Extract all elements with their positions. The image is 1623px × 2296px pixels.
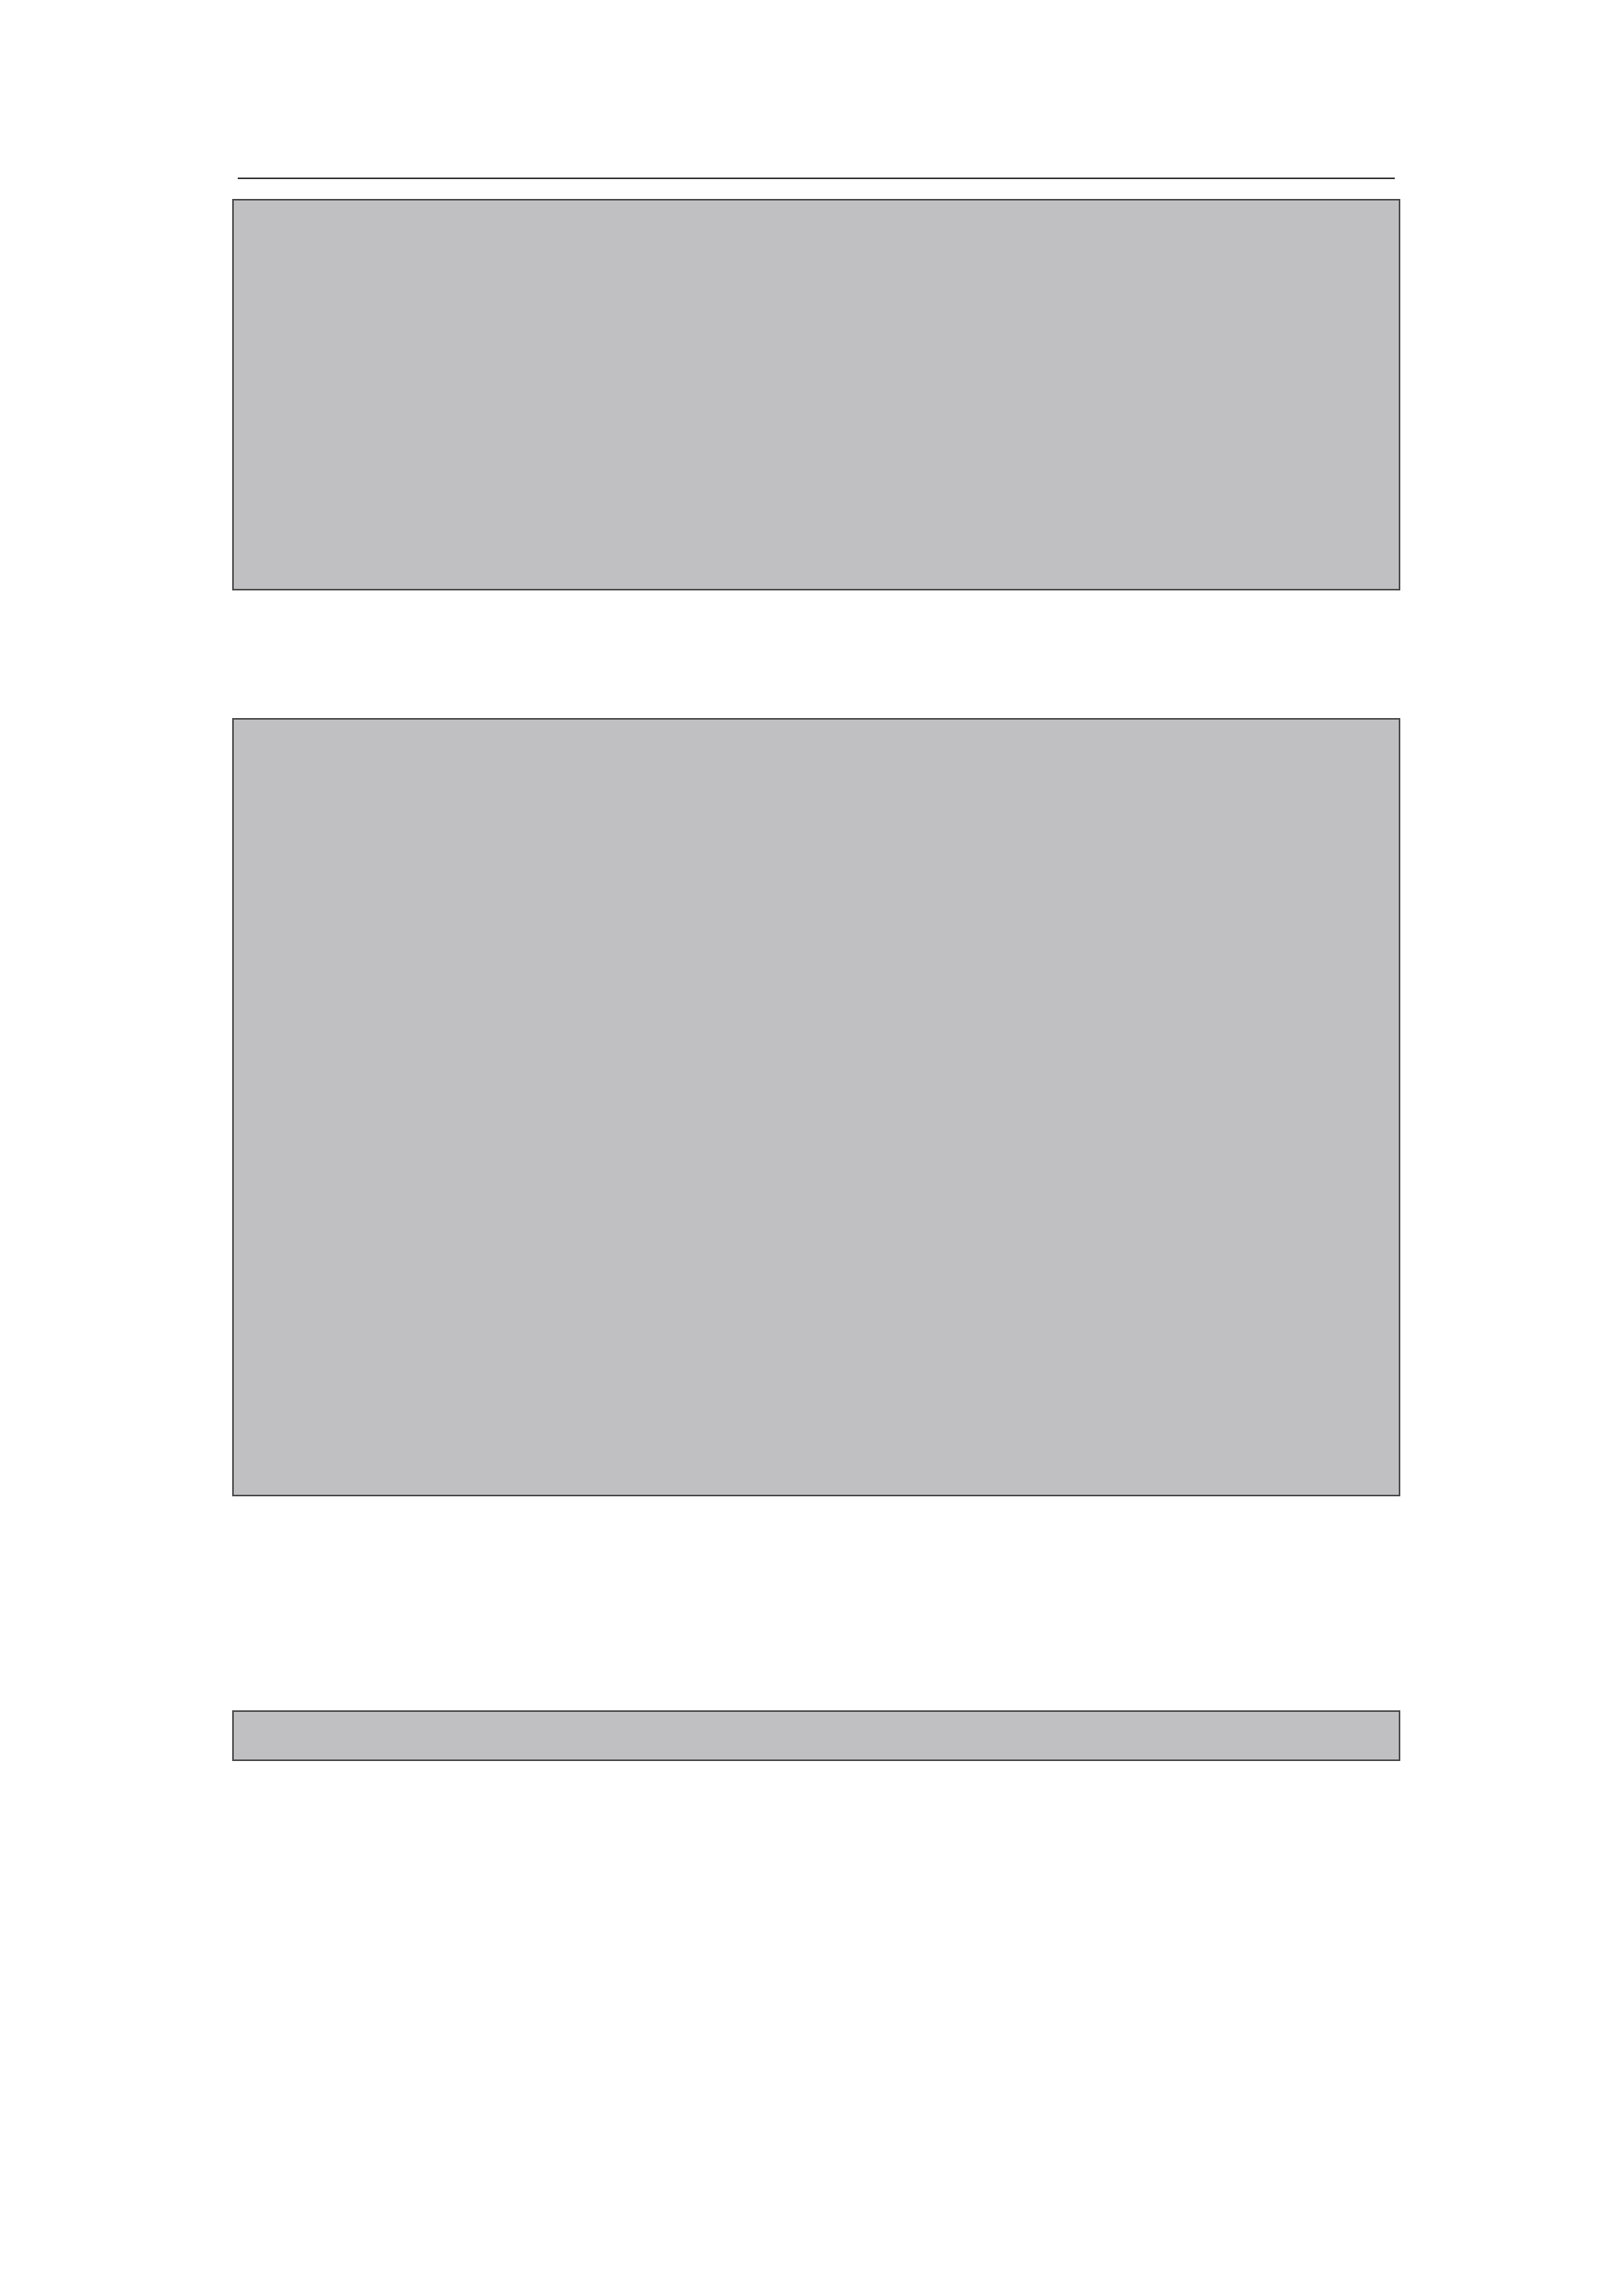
code-block-node2-ha-cf: [232, 718, 1400, 1496]
code-block-node1-config-tail: [232, 199, 1400, 590]
dbabc-logo: [247, 113, 548, 168]
code-block-haresources: [232, 1710, 1400, 1761]
page-header: [238, 111, 1395, 179]
